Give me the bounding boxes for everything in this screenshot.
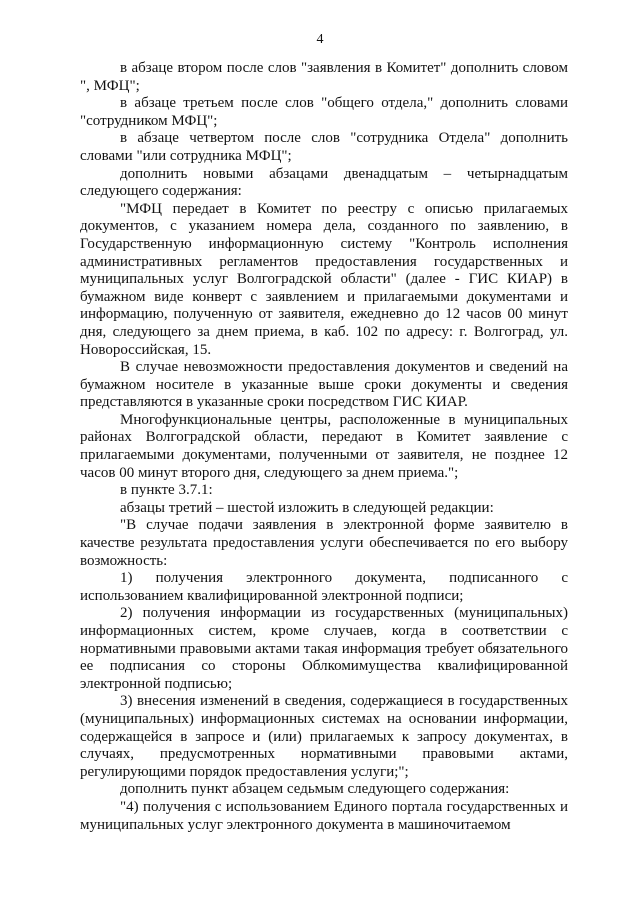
paragraph: 3) внесения изменений в сведения, содержащиеся в государственных (муниципальных) информационных системах на основании информации, содержащейся в запросе и (или) прилагаемых к запросу документах, в случаях, предусмотренных нормативными правовыми актами, регулирующими порядок предоставления услуги;"; <box>80 693 568 780</box>
paragraph: 2) получения информации из государственных (муниципальных) информационных систем, кроме случаев, когда в соответствии с нормативными правовыми актами такая информация требует обязательного ее подписания со стороны Облкомимущества квалифицированной электронной подписью; <box>80 605 568 692</box>
paragraph: дополнить новыми абзацами двенадцатым – четырнадцатым следующего содержания: <box>80 165 568 200</box>
paragraph: В случае невозможности предоставления документов и сведений на бумажном носителе в указанные выше сроки документы и сведения представляются в указанные сроки посредством ГИС КИАР. <box>80 359 568 411</box>
paragraph: 1) получения электронного документа, подписанного с использованием квалифицированной электронной подписи; <box>80 570 568 604</box>
paragraph: в абзаце втором после слов "заявления в Комитет" дополнить словом ", МФЦ"; <box>80 60 568 94</box>
page-number: 4 <box>316 32 324 47</box>
paragraph: в абзаце третьем после слов "общего отдела," дополнить словами "сотрудником МФЦ"; <box>80 95 568 129</box>
paragraph: Многофункциональные центры, расположенные в муниципальных районах Волгоградской области, передают в Комитет заявление с прилагаемыми документами, полученными от заявителя, не позднее 12 часов 00 минут второго дня, следующего за днем приема."; <box>80 411 568 481</box>
paragraph: абзацы третий – шестой изложить в следующей редакции: <box>120 499 494 516</box>
paragraph: "4) получения с использованием Единого портала государственных и муниципальных услуг электронного документа в машиночитаемом <box>80 798 568 833</box>
document-body <box>80 60 568 834</box>
paragraph: "В случае подачи заявления в электронной форме заявителю в качестве результата предоставления услуги обеспечивается по его выбору возможность: <box>80 517 568 569</box>
paragraph: в пункте 3.7.1: <box>120 482 213 499</box>
paragraph: в абзаце четвертом после слов "сотрудника Отдела" дополнить словами "или сотрудника МФЦ"; <box>80 130 568 164</box>
paragraph: "МФЦ передает в Комитет по реестру с описью прилагаемых документов, с указанием номера дела, созданного по заявлению, в Государственную информационную систему "Контроль исполнения административных регламентов предоставления государственных и муниципальных услуг Волгоградской области" (далее - ГИС КИАР) в бумажном виде конверт с заявлением и прилагаемыми документами и информацию, полученную от заявителя, ежедневно до 12 часов 00 минут дня, следующего за днем приема, в каб. 102 по адресу: г. Волгоград, ул. Новороссийская, 15. <box>80 200 568 358</box>
paragraph: дополнить пункт абзацем седьмым следующего содержания: <box>120 781 510 798</box>
